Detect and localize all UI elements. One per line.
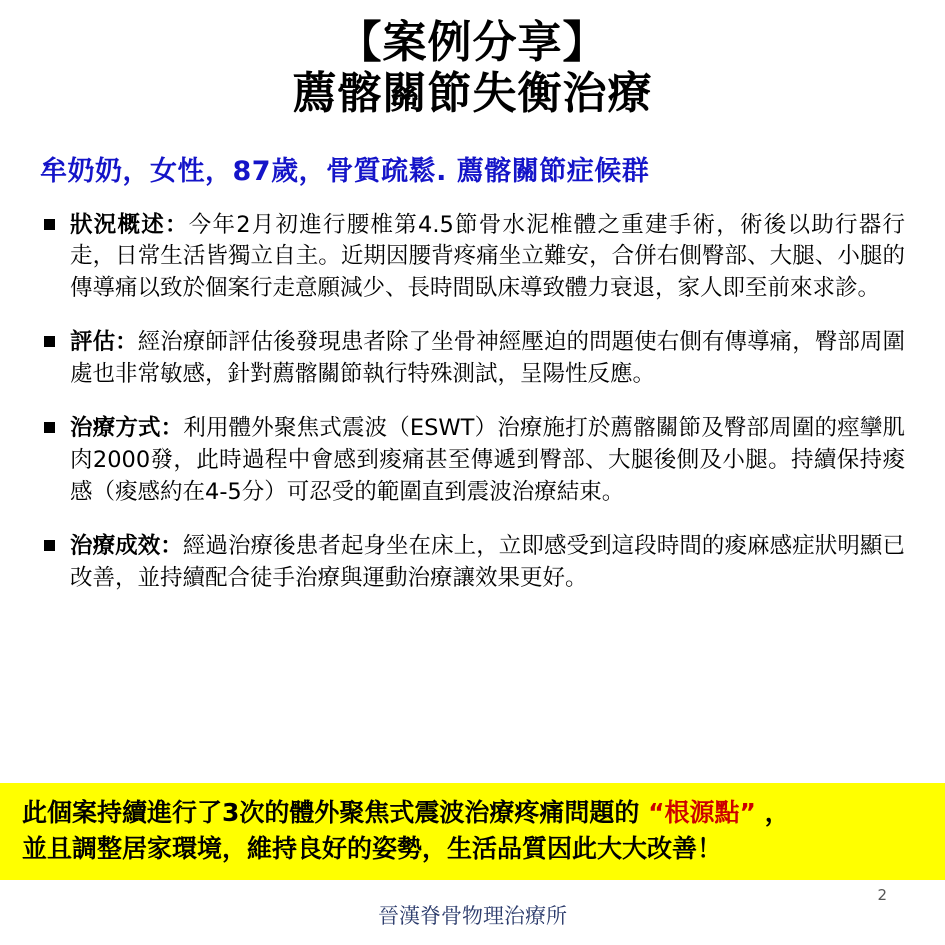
square-bullet-icon <box>44 327 70 350</box>
square-bullet-icon <box>44 413 70 436</box>
list-item-label: 治療成效： <box>70 533 183 560</box>
title-line-2: 薦髂關節失衡治療 <box>292 68 653 120</box>
list-item-label: 狀況概述： <box>70 211 189 238</box>
bullet-list <box>0 210 945 595</box>
footer-clinic-name: 晉漢脊骨物理治療所 <box>378 904 567 928</box>
list-item-body <box>70 327 905 391</box>
list-item-body <box>70 413 905 509</box>
list-item-label: 評估： <box>70 329 138 356</box>
square-bullet-icon <box>44 210 70 233</box>
conclusion-line-2: 並且調整居家環境，維持良好的姿勢，生活品質因此大大改善！ <box>22 833 723 863</box>
list-item <box>44 531 905 595</box>
list-item-text: 經治療師評估後發現患者除了坐骨神經壓迫的問題使右側有傳導痛，臀部周圍處也非常敏感，針對薦髂關節執行特殊測試，呈陽性反應。 <box>70 329 905 388</box>
title-line-1: 【案例分享】 <box>337 17 608 68</box>
conclusion-text-prefix: 此個案持續進行了3次的體外聚焦式震波治療疼痛問題的 <box>22 798 649 827</box>
patient-summary-line: 牟奶奶，女性，87歲，骨質疏鬆. 薦髂關節症候群 <box>40 155 650 187</box>
list-item-text: 經過治療後患者起身坐在床上，立即感受到這段時間的痠麻感症狀明顯已改善，並持續配合徒手治療與運動治療讓效果更好。 <box>70 533 905 591</box>
page-title <box>0 0 945 119</box>
list-item-body <box>70 210 905 306</box>
list-item-text: 今年2月初進行腰椎第4.5節骨水泥椎體之重建手術，術後以助行器行走，日常生活皆獨立自主。近期因腰背疼痛坐立難安，合併右側臀部、大腿、小腿的傳導痛以致於個案行走意願減少、長時間臥床導致體力衰退，家人即至前來求診。 <box>70 211 905 302</box>
list-item-body <box>70 531 905 595</box>
square-bullet-icon <box>44 531 70 554</box>
list-item <box>44 327 905 391</box>
list-item-text: 利用體外聚焦式震波（ESWT）治療施打於薦髂關節及臀部周圍的痙攣肌肉2000發，此時過程中會感到痠痛甚至傳遞到臀部、大腿後側及小腿。持續保持痠感（痠感約在4-5分）可忍受的範圍直到震波治療結束。 <box>70 415 905 506</box>
list-item <box>44 413 905 509</box>
conclusion-highlight-box <box>0 783 945 880</box>
list-item-label: 治療方式： <box>70 415 184 442</box>
conclusion-text-suffix: ， <box>755 798 790 827</box>
list-item <box>44 210 905 306</box>
conclusion-line-1 <box>22 795 927 831</box>
page-number: 2 <box>877 886 887 904</box>
conclusion-accent-text: “根源點” <box>648 798 756 827</box>
